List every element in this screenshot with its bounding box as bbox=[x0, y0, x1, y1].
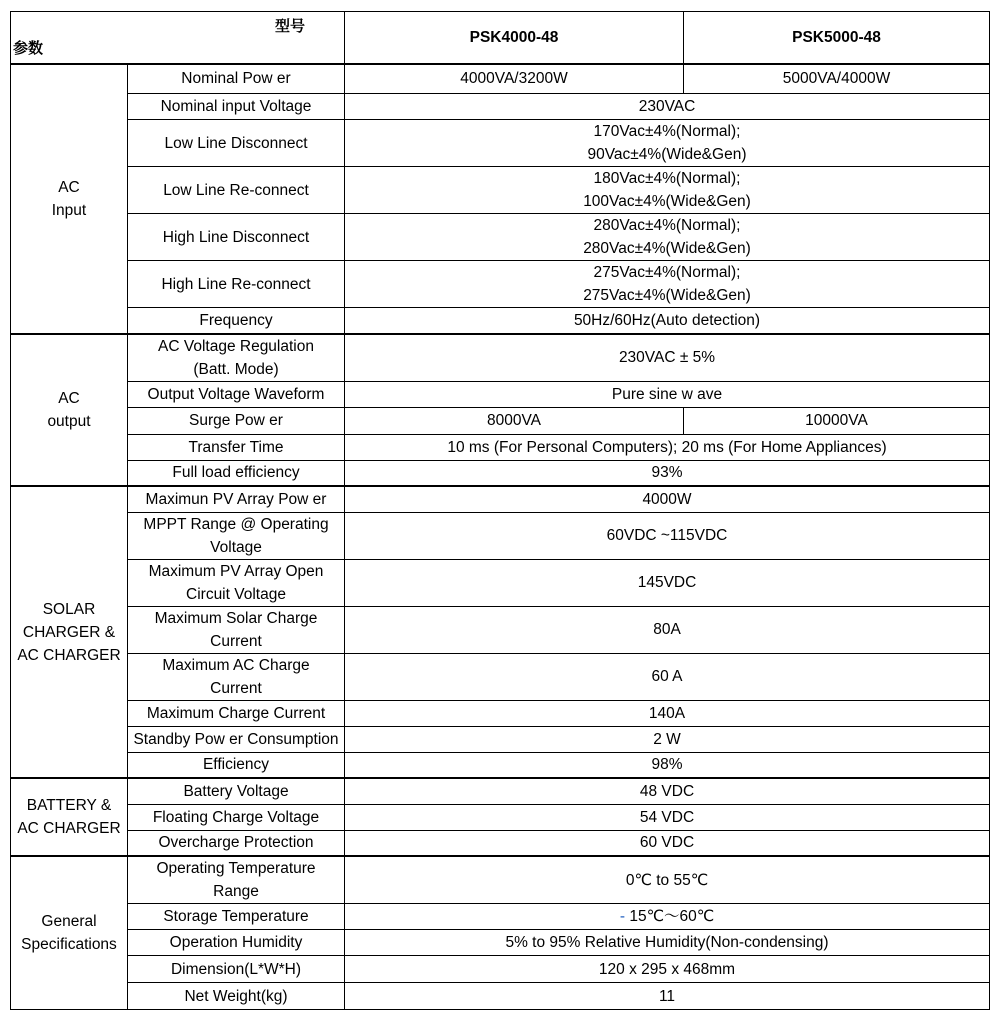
table-row bbox=[11, 120, 990, 167]
row-value: - 15℃～60℃ bbox=[345, 904, 990, 930]
row-label: Net Weight(kg) bbox=[128, 983, 345, 1010]
table-row bbox=[11, 778, 990, 804]
row-label: MPPT Range @ Operating Voltage bbox=[128, 512, 345, 559]
row-label: High Line Re-connect bbox=[128, 261, 345, 308]
group-ac-input: AC Input bbox=[11, 64, 128, 334]
row-label: Transfer Time bbox=[128, 434, 345, 460]
table-row bbox=[11, 460, 990, 486]
table-row bbox=[11, 606, 990, 653]
table-row bbox=[11, 726, 990, 752]
row-value: 60VDC ~115VDC bbox=[345, 512, 990, 559]
row-value: 0℃ to 55℃ bbox=[345, 856, 990, 904]
row-label: Frequency bbox=[128, 308, 345, 334]
row-value: 98% bbox=[345, 752, 990, 778]
table-row bbox=[11, 167, 990, 214]
row-label: AC Voltage Regulation (Batt. Mode) bbox=[128, 334, 345, 382]
row-value: 230VAC bbox=[345, 94, 990, 120]
table-row bbox=[11, 559, 990, 606]
row-value: 8000VA bbox=[345, 407, 684, 434]
table-row bbox=[11, 904, 990, 930]
table-row bbox=[11, 930, 990, 956]
row-value: 50Hz/60Hz(Auto detection) bbox=[345, 308, 990, 334]
row-value: 5000VA/4000W bbox=[684, 64, 990, 94]
table-row bbox=[11, 334, 990, 382]
row-value: 10 ms (For Personal Computers); 20 ms (For Home Appliances) bbox=[345, 434, 990, 460]
header-corner bbox=[11, 12, 345, 64]
row-label: Operation Humidity bbox=[128, 930, 345, 956]
table-row bbox=[11, 407, 990, 434]
row-value: 93% bbox=[345, 460, 990, 486]
table-row bbox=[11, 64, 990, 94]
row-value: 4000VA/3200W bbox=[345, 64, 684, 94]
row-value: 54 VDC bbox=[345, 804, 990, 830]
table-row bbox=[11, 700, 990, 726]
row-value: 60 A bbox=[345, 653, 990, 700]
row-label: Full load efficiency bbox=[128, 460, 345, 486]
row-value: 48 VDC bbox=[345, 778, 990, 804]
row-label: Low Line Disconnect bbox=[128, 120, 345, 167]
row-value: 140A bbox=[345, 700, 990, 726]
row-value: 145VDC bbox=[345, 559, 990, 606]
row-value: 4000W bbox=[345, 486, 990, 512]
row-label: Standby Pow er Consumption bbox=[128, 726, 345, 752]
table-row bbox=[11, 653, 990, 700]
table-row bbox=[11, 512, 990, 559]
model-1-header: PSK4000-48 bbox=[345, 12, 684, 64]
row-label: Maximun PV Array Pow er bbox=[128, 486, 345, 512]
row-value: 11 bbox=[345, 983, 990, 1010]
row-label: Surge Pow er bbox=[128, 407, 345, 434]
row-value: 60 VDC bbox=[345, 830, 990, 856]
table-row bbox=[11, 381, 990, 407]
header-row bbox=[11, 12, 990, 64]
table-row bbox=[11, 214, 990, 261]
row-label: Low Line Re-connect bbox=[128, 167, 345, 214]
row-label: Maximum AC Charge Current bbox=[128, 653, 345, 700]
row-value: 5% to 95% Relative Humidity(Non-condensing) bbox=[345, 930, 990, 956]
row-value: 120 x 295 x 468mm bbox=[345, 956, 990, 983]
corner-model-label: 型号 bbox=[275, 18, 306, 35]
table-row bbox=[11, 308, 990, 334]
table-row bbox=[11, 830, 990, 856]
corner-param-label: 参数 bbox=[13, 39, 44, 57]
row-value: 10000VA bbox=[684, 407, 990, 434]
row-label: Battery Voltage bbox=[128, 778, 345, 804]
row-value: Pure sine w ave bbox=[345, 381, 990, 407]
row-value: 170Vac±4%(Normal); 90Vac±4%(Wide&Gen) bbox=[345, 120, 990, 167]
table-row bbox=[11, 804, 990, 830]
row-label: High Line Disconnect bbox=[128, 214, 345, 261]
table-row bbox=[11, 261, 990, 308]
row-value: 280Vac±4%(Normal); 280Vac±4%(Wide&Gen) bbox=[345, 214, 990, 261]
table-row bbox=[11, 752, 990, 778]
table-row bbox=[11, 434, 990, 460]
row-label: Output Voltage Waveform bbox=[128, 381, 345, 407]
group-solar-charger: SOLAR CHARGER & AC CHARGER bbox=[11, 486, 128, 778]
table-row bbox=[11, 956, 990, 983]
row-label: Maximum PV Array Open Circuit Voltage bbox=[128, 559, 345, 606]
table-row bbox=[11, 94, 990, 120]
row-value: 2 W bbox=[345, 726, 990, 752]
table-row bbox=[11, 486, 990, 512]
row-label: Efficiency bbox=[128, 752, 345, 778]
row-value: 80A bbox=[345, 606, 990, 653]
row-label: Operating Temperature Range bbox=[128, 856, 345, 904]
row-label: Storage Temperature bbox=[128, 904, 345, 930]
table-row bbox=[11, 983, 990, 1010]
model-2-header: PSK5000-48 bbox=[684, 12, 990, 64]
spec-table bbox=[10, 11, 990, 1010]
group-general: General Specifications bbox=[11, 856, 128, 1010]
row-value: 275Vac±4%(Normal); 275Vac±4%(Wide&Gen) bbox=[345, 261, 990, 308]
group-ac-output: AC output bbox=[11, 334, 128, 487]
row-value: 180Vac±4%(Normal); 100Vac±4%(Wide&Gen) bbox=[345, 167, 990, 214]
row-label: Maximum Solar Charge Current bbox=[128, 606, 345, 653]
row-value: 230VAC ± 5% bbox=[345, 334, 990, 382]
table-row bbox=[11, 856, 990, 904]
row-label: Nominal input Voltage bbox=[128, 94, 345, 120]
row-label: Overcharge Protection bbox=[128, 830, 345, 856]
row-label: Floating Charge Voltage bbox=[128, 804, 345, 830]
row-label: Dimension(L*W*H) bbox=[128, 956, 345, 983]
row-label: Nominal Pow er bbox=[128, 64, 345, 94]
group-battery: BATTERY & AC CHARGER bbox=[11, 778, 128, 856]
row-label: Maximum Charge Current bbox=[128, 700, 345, 726]
